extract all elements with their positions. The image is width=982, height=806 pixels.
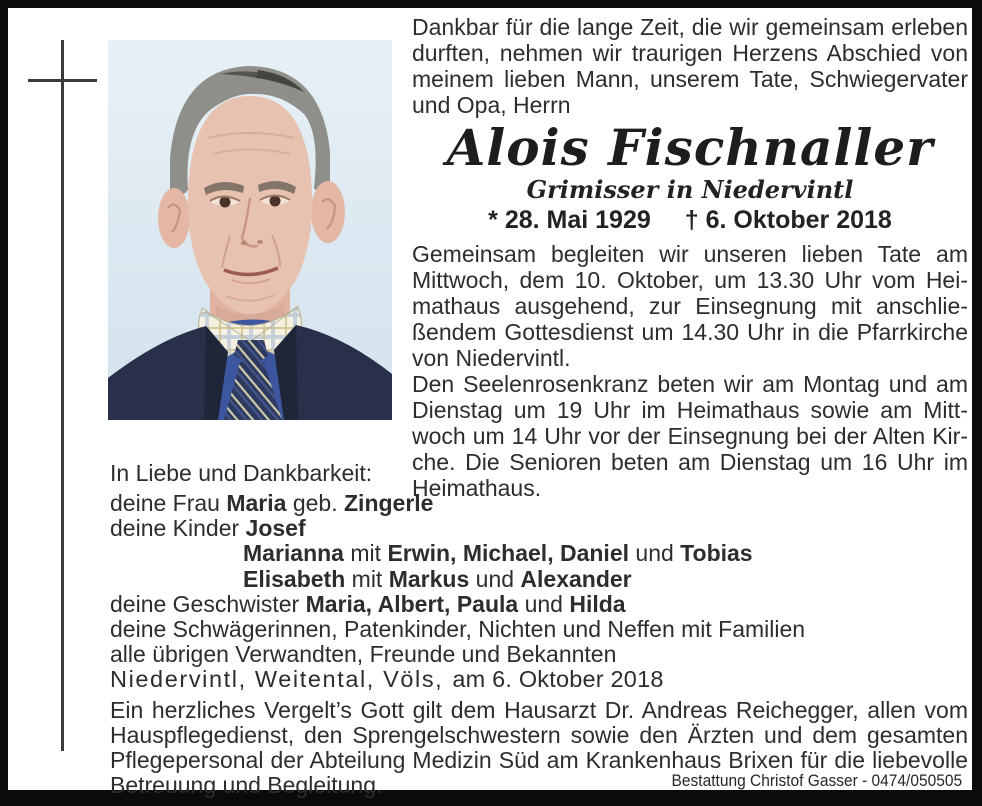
cross-vertical-bar: [61, 40, 64, 751]
family-line: deine Geschwister Maria, Albert, Paula und Hilda: [110, 590, 626, 617]
right-text-column: [412, 14, 968, 501]
thanks-paragraph: Ein herzliches Vergelt’s Gott gilt dem Hausarzt Dr. Andreas Reichegger, allen vom Hauspflegedienst, den Sprengelschwestern sowie den Ärzten und dem gesamten Pflegepersonal der Abteilung Medizin Süd am Krankenhaus Brixen für die liebevolle Betreuung und Begleitung.: [110, 697, 968, 798]
family-line: Marianna mit Erwin, Michael, Daniel und Tobias: [243, 540, 753, 567]
portrait-illustration: [108, 40, 392, 420]
family-section: [110, 460, 850, 667]
cross-horizontal-bar: [28, 79, 97, 82]
family-line: alle übrigen Verwandten, Freunde und Bekannten: [110, 641, 617, 668]
dateline-places: Niedervintl, Weitental, Völs,: [110, 666, 444, 692]
family-heading: In Liebe und Dankbarkeit:: [110, 460, 373, 486]
family-list: [110, 491, 850, 667]
dateline-date: am 6. Oktober 2018: [452, 666, 664, 692]
deceased-name: Alois Fischnaller: [446, 118, 934, 177]
deceased-origin: Grimisser in Niedervintl: [526, 175, 854, 204]
death-date: † 6. Oktober 2018: [684, 206, 892, 234]
rosary-announcement: Den Seelenrosenkranz beten wir am Montag und am Dienstag um 19 Uhr im Heimathaus sowie am Mittwoch um 14 Uhr vor der Einsegnung bei der Alten Kirche. Die Senioren beten am Dienstag um 16 Uhr im Heimathaus.: [412, 371, 968, 501]
family-line: deine Kinder Josef: [110, 515, 306, 542]
funeral-announcement: Gemeinsam begleiten wir unseren lieben Tate am Mittwoch, dem 10. Oktober, um 13.30 Uhr vom Heimathaus ausgehend, zur Einsegnung mit anschließendem Gottesdienst um 14.30 Uhr in die Pfarrkirche von Niedervintl.: [412, 241, 968, 371]
funeral-home-credit: Bestattung Christof Gasser - 0474/050505: [671, 772, 962, 790]
birth-date: * 28. Mai 1929: [488, 206, 651, 234]
family-line: deine Frau Maria geb. Zingerle: [110, 490, 434, 516]
portrait-photo: [108, 40, 392, 420]
family-line: Elisabeth mit Markus und Alexander: [243, 565, 632, 592]
family-line: deine Schwägerinnen, Patenkinder, Nichten und Neffen mit Familien: [110, 616, 806, 643]
dateline: [110, 666, 664, 693]
memorial-card: [8, 8, 972, 798]
life-dates: [412, 207, 968, 233]
intro-paragraph: Dankbar für die lange Zeit, die wir gemeinsam erleben durften, nehmen wir traurigen Herzens Abschied von meinem lieben Mann, unserem Tate, Schwiegervater und Opa, Herrn: [412, 14, 968, 118]
